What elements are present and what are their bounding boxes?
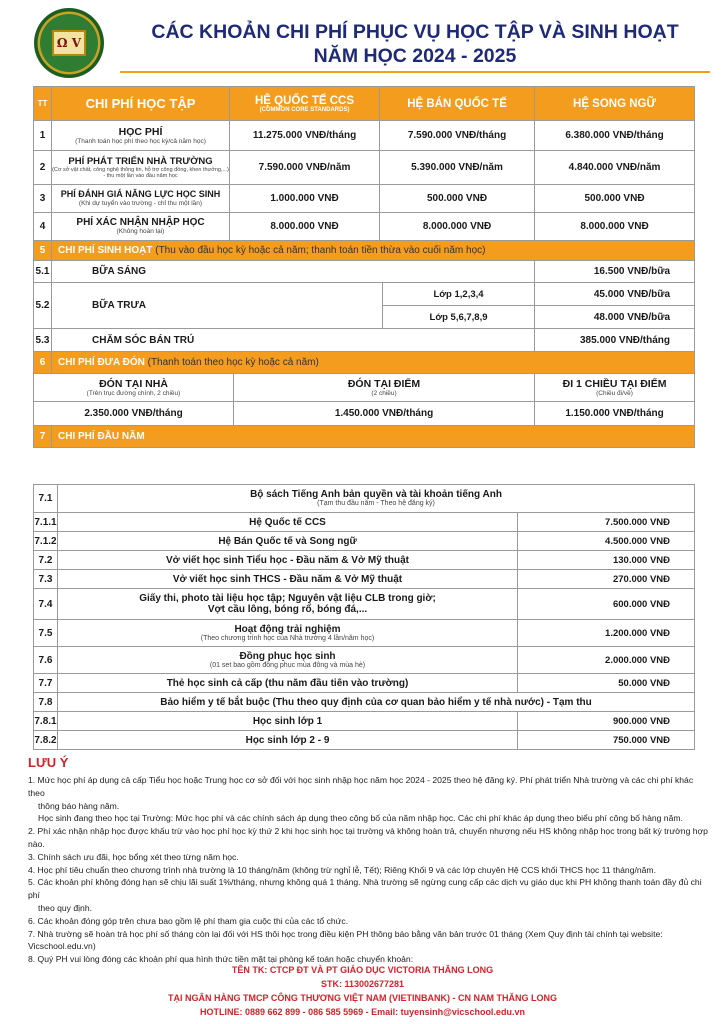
item-value: 7.500.000 VNĐ [518,513,695,532]
table-row [34,283,695,306]
item-name: Bộ sách Tiếng Anh bản quyền và tài khoản tiếng Anh [250,489,502,500]
row-number: 7.8.2 [34,731,58,750]
table-row [34,532,695,551]
table-row [34,712,695,731]
row-number: 7.6 [34,647,58,674]
section-number: 6 [34,352,52,374]
table-row [34,570,695,589]
item-name-cont: Vợt cầu lông, bóng rổ, bóng đá,... [207,604,368,615]
transport-name: ĐÓN TẠI NHÀ [99,377,168,390]
note-item: 2. Phí xác nhận nhập học được khấu trừ vào học phí học kỳ thứ 2 khi học sinh học tại trường và không hoàn trả, chuyển nhượng nếu HS không nhập học trong bất kỳ trường hợp nào. [28,826,708,849]
fee-name: PHÍ ĐÁNH GIÁ NĂNG LỰC HỌC SINH [60,189,221,199]
fee-ccs: 8.000.000 VNĐ [230,213,380,241]
fee-semi: 7.590.000 VNĐ/tháng [380,121,535,151]
notes-section [28,755,708,966]
note-item: 6. Các khoản đóng góp trên chưa bao gồm lệ phí tham gia cuộc thi của các tổ chức. [28,915,349,926]
item-value: 45.000 VNĐ/bữa [535,283,695,306]
item-value: 1.200.000 VNĐ [518,620,695,647]
fee-name-cell [52,151,230,185]
page-title-line1: CÁC KHOẢN CHI PHÍ PHỤC VỤ HỌC TẬP VÀ SINH HOẠT [151,21,679,43]
row-number: 7.3 [34,570,58,589]
school-logo [34,8,104,78]
note-item: 3. Chính sách ưu đãi, học bổng xét theo từng năm học. [28,851,239,862]
header-ccs-label: HỆ QUỐC TẾ CCS [254,94,355,107]
fee-note: (Không hoàn lại) [116,228,165,235]
item-subgroup: Lớp 5,6,7,8,9 [383,306,535,329]
header-ccs-sub: (COMMON CORE STANDARDS) [259,106,350,113]
bank-account-number: STK: 113002677281 [320,979,405,989]
transport-name: ĐI 1 CHIỀU TẠI ĐIỂM [562,377,667,390]
fee-name: PHÍ XÁC NHẬN NHẬP HỌC [76,217,205,228]
transport-option [234,374,535,402]
notes-title: LƯU Ý [28,755,69,770]
fee-note: (Thanh toán học phí theo học kỳ/cả năm học) [75,137,206,145]
fee-ccs: 11.275.000 VNĐ/tháng [230,121,380,151]
fee-name: PHÍ PHÁT TRIỂN NHÀ TRƯỜNG [68,155,213,167]
notes-list [28,774,708,966]
header-semi: HỆ BÁN QUỐC TẾ [380,87,535,121]
transport-note: (Chiều đi/về) [596,389,633,397]
table-row [34,213,695,241]
section-title-cell [52,241,695,261]
row-number: 7.1 [34,485,58,513]
table-row [34,121,695,151]
section-note: (Thu vào đầu học kỳ hoặc cả năm; thanh toán tiền thừa vào cuối năm học) [155,245,486,256]
header-ccs [230,87,380,121]
item-note: (01 set bao gồm đồng phục mùa đông và mùa hè) [209,661,366,669]
item-value: 385.000 VNĐ/tháng [535,329,695,352]
transport-value: 1.450.000 VNĐ/tháng [234,402,535,426]
note-item: 1. Mức học phí áp dụng cả cấp Tiểu học hoặc Trung học cơ sở đối với học sinh nhập học năm học 2024 - 2025 theo hệ đăng ký. Phí phát triển Nhà trường và các chi phí khác theo [28,775,694,798]
item-value: 50.000 VNĐ [518,674,695,693]
fee-ccs: 1.000.000 VNĐ [230,185,380,213]
table-row [34,551,695,570]
bank-account-name: TÊN TK: CTCP ĐT VÀ PT GIÁO DỤC VICTORIA THĂNG LONG [231,965,494,975]
item-name: Học sinh lớp 1 [58,712,518,731]
transport-values-row [34,402,695,426]
header-bilingual: HỆ SONG NGỮ [535,87,695,121]
fee-semi: 8.000.000 VNĐ [380,213,535,241]
item-name: Hoạt động trải nghiệm [234,623,341,635]
table-row [34,329,695,352]
table-row [34,589,695,620]
table-row [34,674,695,693]
row-number: 7.7 [34,674,58,693]
fee-bilingual: 500.000 VNĐ [535,185,695,213]
item-name: Giấy thi, photo tài liệu học tập; Nguyên vật liệu CLB trong giờ; [139,593,436,604]
fees-table-main [33,86,695,448]
fee-name-cell [52,121,230,151]
table-row [34,693,695,712]
item-subgroup: Lớp 1,2,3,4 [383,283,535,306]
header-tt: TT [34,87,52,121]
row-number: 2 [34,151,52,185]
section-header-start-year [34,426,695,448]
note-item: 4. Học phí tiêu chuẩn theo chương trình nhà trường là 10 tháng/năm (không trừ nghỉ lễ, Tết); Riêng Khối 9 và các lớp chuyên Hệ CCS khối THCS học 11 tháng/năm. [28,864,656,875]
item-cell [58,620,518,647]
item-value: 750.000 VNĐ [518,731,695,750]
note-item: Học sinh đang theo học tại Trường: Mức học phí và các chính sách áp dụng theo công bố của năm nhập học. Các chi phí khác áp dụng theo biểu phí công bố hàng năm. [38,813,683,824]
item-name: CHĂM SÓC BÁN TRÚ [52,329,535,352]
header-divider [120,71,710,73]
table-row [34,647,695,674]
note-item: 7. Nhà trường sẽ hoàn trả học phí số tháng còn lại đối với HS thôi học trong điều kiện PH thông báo bằng văn bản trước 01 tháng (Xem Quy định tài chính tại website: Vicschool.edu.vn) [28,928,663,952]
item-cell [58,647,518,674]
item-note: (Theo chương trình học của Nhà trường 4 lần/năm học) [200,634,375,642]
section-number: 5 [34,241,52,261]
row-number: 7.1.2 [34,532,58,551]
note-item: thông báo hàng năm. [38,800,120,811]
row-number: 7.4 [34,589,58,620]
table-row [34,261,695,283]
section-title: CHI PHÍ SINH HOẠT [58,245,153,256]
section-header-living [34,241,695,261]
row-number: 5.2 [34,283,52,329]
item-name: Học sinh lớp 2 - 9 [58,731,518,750]
fee-name-cell [52,213,230,241]
table-row [34,485,695,513]
page-header [0,0,725,80]
item-name: Hệ Bán Quốc tế và Song ngữ [58,532,518,551]
page-title-line2: NĂM HỌC 2024 - 2025 [313,45,517,67]
section-number: 7 [34,426,52,448]
item-name: Hệ Quốc tế CCS [58,513,518,532]
item-value: 16.500 VNĐ/bữa [535,261,695,283]
note-item: theo quy định. [38,902,92,913]
table-row [34,513,695,532]
transport-name: ĐÓN TẠI ĐIỂM [347,377,421,390]
header-item: CHI PHÍ HỌC TẬP [52,87,230,121]
section-header-transport [34,352,695,374]
table-header-row [34,87,695,121]
fee-name: HỌC PHÍ [118,125,163,138]
fee-name-cell [52,185,230,213]
item-name: Bảo hiểm y tế bắt buộc (Thu theo quy định của cơ quan bảo hiểm y tế nhà nước) - Tạm thu [58,693,695,712]
fee-semi: 500.000 VNĐ [380,185,535,213]
item-value: 130.000 VNĐ [518,551,695,570]
row-number: 3 [34,185,52,213]
note-item: 5. Các khoản phí không đóng hạn sẽ chịu lãi suất 1%/tháng, nhưng không quá 1 tháng. Nhà trường sẽ ngừng cung cấp các dịch vụ giáo dục khi PH không thanh toán đầy đủ chi phí [28,877,702,901]
item-name: Vở viết học sinh Tiểu học - Đầu năm & Vở Mỹ thuật [58,551,518,570]
fee-ccs: 7.590.000 VNĐ/năm [230,151,380,185]
fee-bilingual: 4.840.000 VNĐ/năm [535,151,695,185]
item-name: Thẻ học sinh cả cấp (thu năm đầu tiên vào trường) [58,674,518,693]
item-name: BỮA SÁNG [52,261,535,283]
item-value: 2.000.000 VNĐ [518,647,695,674]
row-number: 7.2 [34,551,58,570]
transport-value: 1.150.000 VNĐ/tháng [535,402,695,426]
transport-option [34,374,234,402]
note-item: 8. Quý PH vui lòng đóng các khoản phí qua hình thức tiền mặt tại phòng kế toán hoặc chuyển khoản: [28,954,414,965]
item-note: (Tạm thu đầu năm - Theo hệ đăng ký) [317,500,435,507]
section-title: CHI PHÍ ĐẦU NĂM [52,426,695,448]
transport-note: (Trên trục đường chính, 2 chiều) [86,389,181,397]
transport-note: (2 chiều) [371,389,397,397]
transport-names-row [34,374,695,402]
row-number: 4 [34,213,52,241]
row-number: 1 [34,121,52,151]
hotline-email[interactable]: HOTLINE: 0889 662 899 - 086 585 5969 - Email: tuyensinh@vicschool.edu.vn [200,1007,525,1017]
fee-bilingual: 6.380.000 VNĐ/tháng [535,121,695,151]
row-number: 7.1.1 [34,513,58,532]
table-row [34,620,695,647]
table-row [34,151,695,185]
row-number: 7.8.1 [34,712,58,731]
row-number: 7.5 [34,620,58,647]
row-number: 5.3 [34,329,52,352]
logo-emblem: Ω V [52,30,86,56]
fee-note: (Cơ sở vật chất, công nghệ thông tin, hỗ trợ công đồng, khen thưởng,...) - thu một lần vào đầu năm học [52,166,229,179]
section-note: (Thanh toán theo học kỳ hoặc cả năm) [147,357,319,368]
item-cell [58,485,695,513]
item-value: 270.000 VNĐ [518,570,695,589]
table-row [34,185,695,213]
item-name: BỮA TRƯA [52,283,383,329]
fee-bilingual: 8.000.000 VNĐ [535,213,695,241]
item-value: 4.500.000 VNĐ [518,532,695,551]
section-title: CHI PHÍ ĐƯA ĐÓN [58,357,145,368]
transport-option [535,374,695,402]
fees-table-start-year [33,484,695,750]
bank-branch: TẠI NGÂN HÀNG TMCP CÔNG THƯƠNG VIỆT NAM (VIETINBANK) - CN NAM THĂNG LONG [168,993,557,1003]
fee-note: (Khi dự tuyển vào trường - chỉ thu một lần) [78,200,203,207]
item-cell [58,589,518,620]
item-value: 900.000 VNĐ [518,712,695,731]
fee-semi: 5.390.000 VNĐ/năm [380,151,535,185]
row-number: 5.1 [34,261,52,283]
item-value: 600.000 VNĐ [518,589,695,620]
row-number: 7.8 [34,693,58,712]
item-name: Đồng phục học sinh [239,650,336,662]
table-row [34,731,695,750]
transport-value: 2.350.000 VNĐ/tháng [34,402,234,426]
bank-info [0,963,725,1019]
section-title-cell [52,352,695,374]
item-value: 48.000 VNĐ/bữa [535,306,695,329]
item-name: Vở viết học sinh THCS - Đầu năm & Vở Mỹ thuật [58,570,518,589]
